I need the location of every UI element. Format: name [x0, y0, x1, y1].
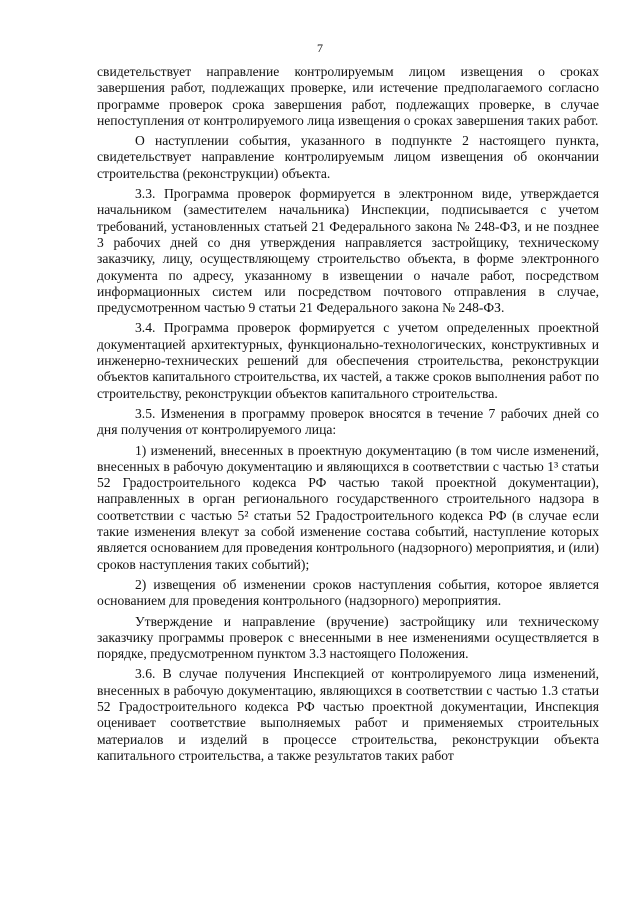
paragraph: 3.4. Программа проверок формируется с учетом определенных проектной документацией архитектурных, функционально-технологических, конструктивных и инженерно-технических решений для обеспечения строительства, реконструкции объектов капитального строительства, их частей, а также сроков выполнения работ по строительству, реконструкции объектов капитального строительства.	[97, 320, 599, 401]
paragraph: свидетельствует направление контролируемым лицом извещения о сроках завершения работ, подлежащих проверке, или истечение предполагаемого согласно программе проверок срока завершения работ, подлежащих проверке, в случае непоступления от контролируемого лица извещения о сроках завершения таких работ.	[97, 64, 599, 128]
paragraph: 3.5. Изменения в программу проверок вносятся в течение 7 рабочих дней со дня получения от контролируемого лица:	[97, 405, 599, 438]
page-number: 7	[317, 41, 323, 55]
paragraph: 2) извещения об изменении сроков наступления события, которое является основанием для проведения контрольного (надзорного) мероприятия.	[97, 576, 599, 609]
paragraph: 3.6. В случае получения Инспекцией от контролируемого лица изменений, внесенных в рабочую документацию, являющихся в соответствии с частью 1.3 статьи 52 Градостроительного кодекса РФ частью проектной документации, Инспекция оценивает соответствие выполняемых работ и применяемых строительных материалов и изделий в процессе строительства, реконструкции объекта капитального строительства, а также результатов таких работ	[97, 666, 599, 763]
paragraph: Утверждение и направление (вручение) застройщику или техническому заказчику программы проверок с внесенными в нее изменениями осуществляется в порядке, предусмотренном пунктом 3.3 настоящего Положения.	[97, 613, 599, 662]
paragraph: О наступлении события, указанного в подпункте 2 настоящего пункта, свидетельствует направление контролируемым лицом извещения об окончании строительства (реконструкции) объекта.	[97, 133, 599, 181]
paragraph: 3.3. Программа проверок формируется в электронном виде, утверждается начальником (заместителем начальника) Инспекции, подписывается с учетом требований, установленных статьей 21 Федерального закона № 248-ФЗ, и не позднее 3 рабочих дней со дня утверждения направляется застройщику, техническому заказчику, лицу, осуществляющему строительство объекта, в форме электронного документа по адресу, указанному в извещении о начале работ, посредством информационных систем или посредством почтового отправления в случае, предусмотренном частью 9 статьи 21 Федерального закона № 248-ФЗ.	[97, 186, 599, 316]
paragraph: 1) изменений, внесенных в проектную документацию (в том числе изменений, внесенных в рабочую документацию и являющихся в соответствии с частью 1³ статьи 52 Градостроительного кодекса РФ частью такой проектной документации), направленных в орган регионального государственного строительного надзора в соответствии с частью 5² статьи 52 Градостроительного кодекса РФ (в случае если такие изменения влекут за собой изменение состава событий, наступление которых является основанием для проведения контрольного (надзорного) мероприятия, и (или) сроков наступления таких событий);	[97, 442, 599, 572]
document-body	[97, 64, 599, 768]
